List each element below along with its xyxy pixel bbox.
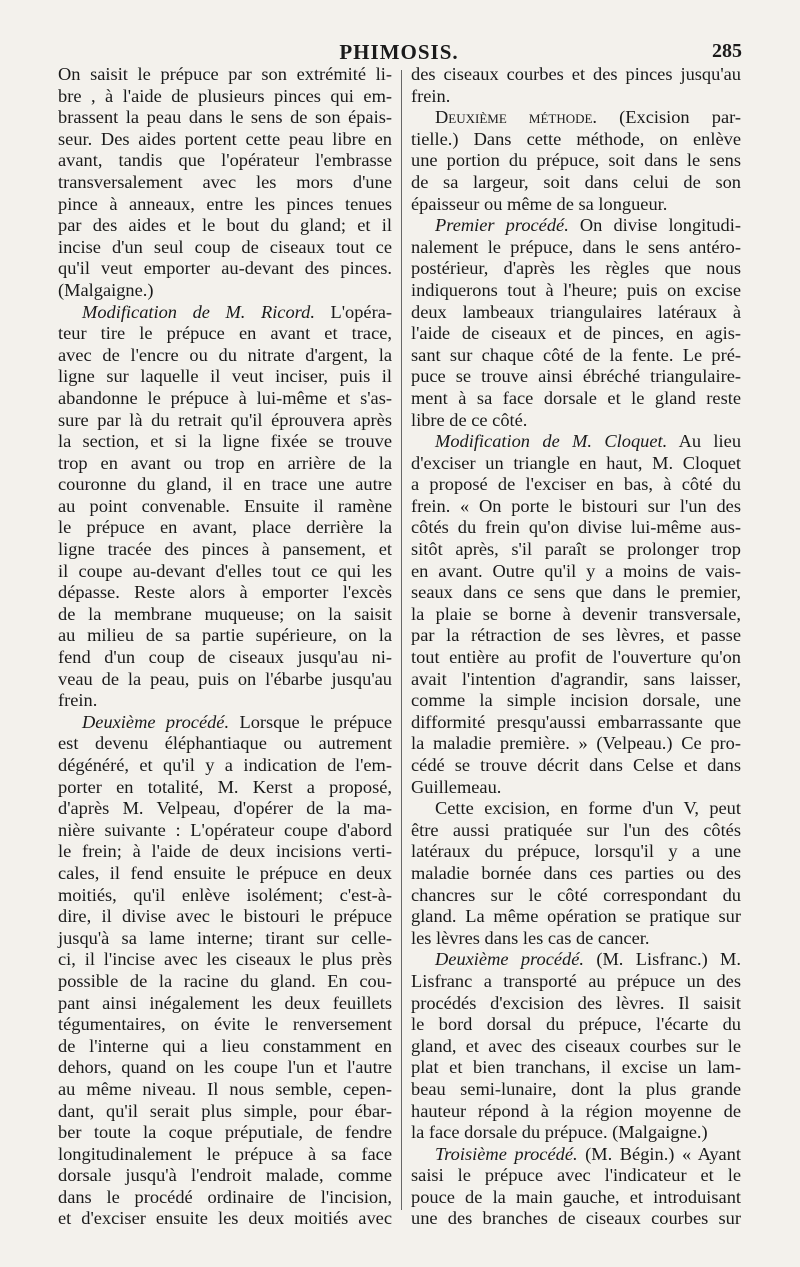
- text-line: [411, 410, 741, 432]
- text-line: [411, 1079, 741, 1101]
- line-text: au milieu de sa partie supérieure, on la: [58, 625, 392, 646]
- line-text: qu'il veut emporter au-devant des pinces.: [58, 258, 392, 279]
- line-text: une portion du prépuce, soit dans le sens: [411, 150, 741, 171]
- line-text: cales, il fend ensuite le prépuce en deux: [58, 862, 392, 883]
- text-line: [411, 215, 741, 237]
- line-text: le prépuce en avant, place derrière la: [58, 517, 392, 538]
- text-line: [58, 604, 392, 626]
- line-text: la maladie première. » (Velpeau.) Ce pro-: [411, 733, 741, 754]
- text-line: [411, 993, 741, 1015]
- text-line: [411, 625, 741, 647]
- line-text: porter en totalité, M. Kerst a proposé,: [58, 776, 392, 797]
- line-text: trop en avant ou trop en arrière de la: [58, 452, 392, 473]
- line-text: ci, il l'incise avec les ciseaux le plus près: [58, 949, 392, 970]
- line-text: Lisfranc a transporté au prépuce un des: [411, 970, 741, 991]
- line-text: l'aide de ciseaux et de pinces, en agis-: [411, 323, 741, 344]
- line-text: (Malgaigne.): [58, 279, 154, 300]
- text-line: [58, 86, 392, 108]
- running-title: PHIMOSIS.: [339, 40, 459, 64]
- section-heading: Troisième procédé.: [435, 1143, 578, 1164]
- line-text: (M. Bégin.) « Ayant: [577, 1143, 741, 1164]
- text-line: [411, 496, 741, 518]
- line-text: couronne du gland, il en trace une autre: [58, 474, 392, 495]
- text-line: [58, 215, 392, 237]
- line-text: longitudinalement le prépuce à sa face: [58, 1143, 392, 1164]
- text-line: [411, 1057, 741, 1079]
- line-text: deux lambeaux triangulaires latéraux à: [411, 301, 741, 322]
- text-line: [411, 885, 741, 907]
- line-text: être aussi pratiquée sur l'un des côtés: [411, 819, 741, 840]
- text-line: [411, 474, 741, 496]
- text-line: [411, 1187, 741, 1209]
- text-line: [411, 690, 741, 712]
- text-line: [411, 971, 741, 993]
- line-text: une des branches de ciseaux courbes sur: [411, 1208, 741, 1229]
- line-text: par des aides et le bout du gland; et il: [58, 215, 392, 236]
- line-text: la plaie se borne à devenir transversale,: [411, 603, 741, 624]
- text-line: [411, 453, 741, 475]
- line-text: gland. La même opération se pratique sur: [411, 906, 741, 927]
- line-text: en avant. Outre qu'il y a moins de vais-: [411, 560, 741, 581]
- text-line: [58, 561, 392, 583]
- line-text: seur. Des aides portent cette peau libre en: [58, 128, 392, 149]
- text-line: [411, 280, 741, 302]
- text-line: [411, 949, 741, 971]
- text-line: [411, 669, 741, 691]
- line-text: brassent la peau dans le sens de son épais-: [58, 107, 392, 128]
- line-text: On saisit le prépuce par son extrémité li-: [58, 64, 392, 84]
- text-line: [411, 107, 741, 129]
- text-line: [411, 733, 741, 755]
- line-text: avant, tandis que l'opérateur l'embrasse: [58, 150, 392, 171]
- text-line: [411, 1122, 741, 1144]
- text-line: [58, 1036, 392, 1058]
- page-number: 285: [712, 40, 742, 62]
- text-line: [58, 1122, 392, 1144]
- line-text: la section, et si la ligne fixée se trouve: [58, 431, 392, 452]
- section-heading: Premier procédé.: [435, 215, 569, 236]
- text-line: [411, 323, 741, 345]
- line-text: Cette excision, en forme d'un V, peut: [435, 798, 741, 819]
- line-text: d'exciser un triangle en haut, M. Cloquet: [411, 452, 741, 473]
- section-heading: Modification de M. Ricord.: [82, 301, 315, 322]
- text-line: [411, 366, 741, 388]
- text-line: [411, 1165, 741, 1187]
- line-text: bre , à l'aide de plusieurs pinces qui em-: [58, 85, 392, 106]
- text-line: [58, 841, 392, 863]
- text-line: [58, 323, 392, 345]
- text-line: [58, 755, 392, 777]
- text-line: [58, 64, 392, 86]
- line-text: les lèvres dans les cas de cancer.: [411, 927, 650, 948]
- text-line: [58, 906, 392, 928]
- text-line: [58, 928, 392, 950]
- text-line: [411, 64, 741, 86]
- text-line: [58, 669, 392, 691]
- line-text: nalement le prépuce, dans le sens antéro-: [411, 236, 741, 257]
- line-text: dorsale jusqu'à l'endroit malade, comme: [58, 1165, 392, 1186]
- text-line: [58, 107, 392, 129]
- text-line: [411, 561, 741, 583]
- text-line: [411, 928, 741, 950]
- text-line: [58, 129, 392, 151]
- line-text: fend d'un coup de ciseaux jusqu'au ni-: [58, 647, 392, 668]
- text-line: [58, 366, 392, 388]
- text-line: [58, 712, 392, 734]
- line-text: il coupe au-devant d'elles tout ce qui les: [58, 560, 392, 581]
- section-heading: Deuxième procédé.: [82, 711, 230, 732]
- text-line: [411, 539, 741, 561]
- line-text: (M. Lisfranc.) M.: [584, 949, 741, 970]
- text-line: [411, 172, 741, 194]
- line-text: de l'interne qui a lieu constamment en: [58, 1035, 392, 1056]
- text-line: [58, 798, 392, 820]
- line-text: frein.: [411, 85, 451, 106]
- section-heading: Modification de M. Cloquet.: [435, 431, 668, 452]
- text-line: [58, 388, 392, 410]
- column-divider: [401, 70, 402, 1210]
- line-text: procédés d'excision des lèvres. Il saisit: [411, 992, 741, 1013]
- line-text: d'après M. Velpeau, d'opérer de la ma-: [58, 798, 392, 819]
- line-text: avait l'intention d'agrandir, sans laisser,: [411, 668, 741, 689]
- line-text: Guillemeau.: [411, 776, 502, 797]
- line-text: côtés du frein qu'on divise lui-même aus-: [411, 517, 741, 538]
- line-text: sitôt après, s'il paraît se prolonger trop: [411, 539, 741, 560]
- line-text: plat et bien tranchans, il excise un lam-: [411, 1057, 741, 1078]
- line-text: de sa largeur, soit dans celui de son: [411, 171, 741, 192]
- text-line: [411, 345, 741, 367]
- text-line: [58, 150, 392, 172]
- text-line: [411, 388, 741, 410]
- line-text: L'opéra-: [314, 301, 393, 322]
- text-line: [58, 885, 392, 907]
- text-line: [411, 841, 741, 863]
- line-text: maladie bornée dans ces parties ou des: [411, 862, 741, 883]
- line-text: (Excision par-: [597, 107, 741, 128]
- line-text: nière suivante : L'opérateur coupe d'abord: [58, 819, 392, 840]
- text-line: [411, 86, 741, 108]
- line-text: incise d'un seul coup de ciseaux tout ce: [58, 236, 392, 257]
- text-line: [58, 453, 392, 475]
- line-text: libre de ce côté.: [411, 409, 528, 430]
- text-line: [58, 690, 392, 712]
- line-text: pant ainsi inégalement les deux feuillets: [58, 992, 392, 1013]
- line-text: tielle.) Dans cette méthode, on enlève: [411, 128, 741, 149]
- text-line: [411, 906, 741, 928]
- line-text: beau semi-lunaire, dont la plus grande: [411, 1078, 741, 1099]
- text-line: [58, 1144, 392, 1166]
- line-text: a proposé de l'exciser en bas, à côté du: [411, 474, 741, 495]
- line-text: Au lieu: [667, 431, 742, 452]
- line-text: dire, il divise avec le bistouri le prépuce: [58, 906, 392, 927]
- right-column: [411, 64, 741, 1230]
- text-line: [58, 258, 392, 280]
- line-text: ment à sa face dorsale et le gland reste: [411, 387, 741, 408]
- line-text: la face dorsale du prépuce. (Malgaigne.): [411, 1122, 708, 1143]
- text-line: [58, 1208, 392, 1230]
- line-text: au point convenable. Ensuite il ramène: [58, 495, 392, 516]
- text-line: [411, 237, 741, 259]
- line-text: frein.: [58, 690, 98, 711]
- line-text: possible de la racine du gland. En cou-: [58, 970, 392, 991]
- line-text: au même niveau. Il nous semble, cepen-: [58, 1078, 392, 1099]
- text-line: [58, 582, 392, 604]
- line-text: est devenu éléphantiaque ou autrement: [58, 733, 392, 754]
- line-text: ligne sur laquelle il veut inciser, puis il: [58, 366, 392, 387]
- text-line: [411, 582, 741, 604]
- line-text: teur tire le prépuce en avant et trace,: [58, 323, 392, 344]
- text-line: [58, 1079, 392, 1101]
- text-line: [58, 496, 392, 518]
- text-line: [411, 777, 741, 799]
- line-text: sure par là du retrait qu'il éprouvera après: [58, 409, 392, 430]
- line-text: frein. « On porte le bistouri sur l'un des: [411, 495, 741, 516]
- left-column: [58, 64, 392, 1230]
- text-line: [58, 194, 392, 216]
- line-text: latéraux du prépuce, lorsqu'il y a une: [411, 841, 741, 862]
- text-line: [411, 1014, 741, 1036]
- text-line: [411, 129, 741, 151]
- text-line: [58, 625, 392, 647]
- text-line: [58, 345, 392, 367]
- line-text: dant, qu'il serait plus simple, pour ébar-: [58, 1100, 392, 1121]
- line-text: dehors, quand on les coupe l'un et l'autre: [58, 1057, 392, 1078]
- method-heading: Deuxième méthode.: [435, 107, 598, 128]
- text-line: [411, 647, 741, 669]
- line-text: veau de la peau, puis on l'ébarbe jusqu'au: [58, 668, 392, 689]
- line-text: seaux dans ce sens que dans le premier,: [411, 582, 741, 603]
- text-line: [58, 302, 392, 324]
- line-text: postérieur, d'après les règles que nous: [411, 258, 741, 279]
- line-text: tégumentaires, on évite le renversement: [58, 1014, 392, 1035]
- text-line: [58, 1165, 392, 1187]
- text-line: [411, 431, 741, 453]
- line-text: pouce de la main gauche, et introduisant: [411, 1186, 741, 1207]
- text-line: [411, 755, 741, 777]
- line-text: tout entière au profit de l'ouverture qu'on: [411, 647, 741, 668]
- text-line: [58, 820, 392, 842]
- line-text: chancres sur le côté correspondant du: [411, 884, 741, 905]
- line-text: On divise longitudi-: [568, 215, 741, 236]
- text-line: [58, 539, 392, 561]
- line-text: par la rétraction de ses lèvres, et passe: [411, 625, 741, 646]
- text-line: [58, 1187, 392, 1209]
- line-text: le frein; à l'aide de deux incisions verti-: [58, 841, 392, 862]
- text-line: [58, 280, 392, 302]
- text-line: [58, 237, 392, 259]
- text-line: [411, 1101, 741, 1123]
- text-line: [411, 302, 741, 324]
- line-text: puce se trouve ainsi ébréché triangulaire-: [411, 366, 741, 387]
- text-line: [58, 863, 392, 885]
- line-text: des ciseaux courbes et des pinces jusqu'au: [411, 64, 741, 84]
- text-line: [58, 733, 392, 755]
- line-text: pince à anneaux, entre les pinces tenues: [58, 193, 392, 214]
- text-line: [58, 971, 392, 993]
- line-text: comme la simple incision dorsale, une: [411, 690, 741, 711]
- text-line: [58, 1101, 392, 1123]
- line-text: hauteur répond à la région moyenne de: [411, 1100, 741, 1121]
- line-text: épaisseur ou même de sa longueur.: [411, 193, 668, 214]
- line-text: moitiés, qu'il enlève isolément; c'est-à-: [58, 884, 392, 905]
- text-line: [58, 172, 392, 194]
- text-line: [411, 517, 741, 539]
- text-line: [58, 949, 392, 971]
- line-text: cédé se trouve décrit dans Celse et dans: [411, 755, 741, 775]
- line-text: abandonne le prépuce à lui-même et s'as-: [58, 387, 392, 408]
- text-line: [58, 1014, 392, 1036]
- line-text: dans le procédé ordinaire de l'incision,: [58, 1186, 392, 1207]
- text-line: [411, 1208, 741, 1230]
- line-text: jusqu'à sa lame interne; tirant sur celle-: [58, 927, 392, 948]
- text-line: [411, 1144, 741, 1166]
- line-text: de la membrane muqueuse; on la saisit: [58, 603, 392, 624]
- text-line: [58, 410, 392, 432]
- text-line: [411, 798, 741, 820]
- text-line: [411, 712, 741, 734]
- line-text: et d'exciser ensuite les deux moitiés avec: [58, 1208, 392, 1229]
- text-line: [411, 820, 741, 842]
- line-text: transversalement avec les mors d'une: [58, 171, 392, 192]
- text-line: [411, 863, 741, 885]
- text-line: [411, 604, 741, 626]
- line-text: Lorsque le prépuce: [229, 711, 392, 732]
- line-text: sant sur chaque côté de la fente. Le pré-: [411, 344, 741, 365]
- text-line: [58, 777, 392, 799]
- text-line: [58, 993, 392, 1015]
- line-text: avec de l'encre ou du nitrate d'argent, la: [58, 344, 392, 365]
- line-text: le bord dorsal du prépuce, l'écarte du: [411, 1014, 741, 1035]
- text-line: [411, 150, 741, 172]
- line-text: ber toute la coque préputiale, de fendre: [58, 1122, 392, 1143]
- text-line: [58, 647, 392, 669]
- line-text: dépasse. Reste alors à emporter l'excès: [58, 582, 392, 603]
- text-line: [58, 517, 392, 539]
- line-text: indiquerons tout à l'heure; puis on excise: [411, 279, 741, 300]
- text-line: [58, 474, 392, 496]
- text-line: [58, 1057, 392, 1079]
- text-line: [411, 258, 741, 280]
- line-text: difformité presqu'aussi embarrassante que: [411, 711, 741, 732]
- line-text: gland, et avec des ciseaux courbes sur le: [411, 1035, 741, 1056]
- line-text: ligne tracée des pinces à pansement, et: [58, 539, 392, 560]
- text-line: [411, 1036, 741, 1058]
- section-heading: Deuxième procédé.: [435, 949, 584, 970]
- text-line: [58, 431, 392, 453]
- line-text: dégénéré, et qu'il y a indication de l'em-: [58, 755, 392, 775]
- line-text: saisi le prépuce avec l'indicateur et le: [411, 1165, 741, 1186]
- text-line: [411, 194, 741, 216]
